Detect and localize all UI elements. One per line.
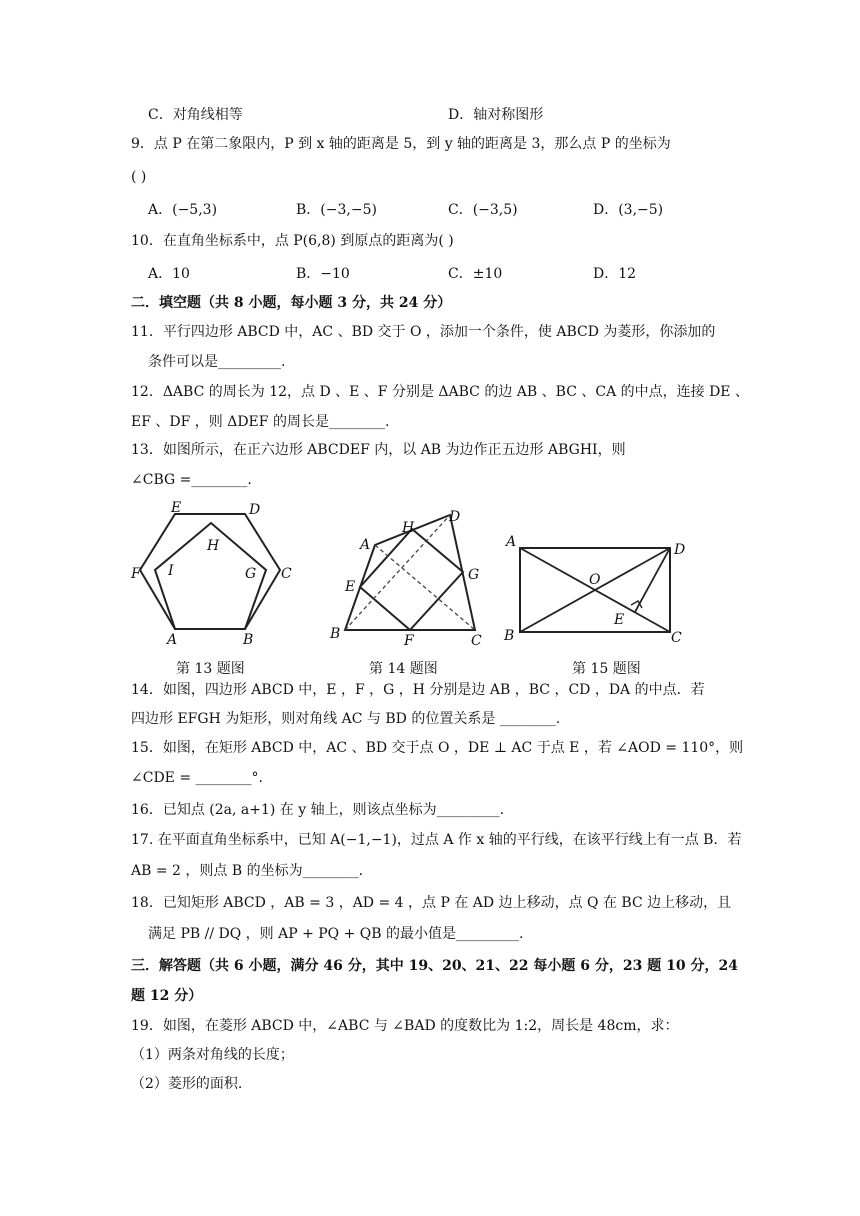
fig15-label-c: C <box>671 630 682 646</box>
fig15-label-b: B <box>504 628 515 644</box>
q12-line1: 12．ΔABC 的周长为 12，点 D 、E 、F 分别是 ΔABC 的边 AB 、BC 、CA 的中点，连接 DE 、 <box>131 384 749 400</box>
q12-line2: EF 、DF ，则 ΔDEF 的周长是________. <box>131 414 390 430</box>
fig15-label-o: O <box>589 572 601 588</box>
q19-stem: 19．如图，在菱形 ABCD 中，∠ABC 与 ∠BAD 的度数比为 1:2，周长是 48cm，求： <box>131 1018 679 1034</box>
section-heading-fill-in: 二．填空题（共 8 小题，每小题 3 分，共 24 分） <box>131 295 452 311</box>
q10-option-a: A．10 <box>148 266 190 282</box>
q11-line2: 条件可以是_________. <box>148 354 286 370</box>
fig13-label-f: F <box>131 566 141 582</box>
q19-part1: （1）两条对角线的长度； <box>131 1047 294 1063</box>
fig14-label-d: D <box>449 509 461 525</box>
section-heading-answers-line2: 题 12 分） <box>131 988 203 1004</box>
figure-15-rectangle <box>500 530 700 650</box>
caption-fig15: 第 15 题图 <box>572 661 641 677</box>
q17-line1: 17. 在平面直角坐标系中，已知 A(−1,−1)，过点 A 作 x 轴的平行线，在该平行线上有一点 B．若 <box>131 832 742 848</box>
figure-13-hexagon-pentagon <box>125 498 305 648</box>
q16: 16．已知点 (2a, a+1) 在 y 轴上，则该点坐标为_________. <box>131 802 505 818</box>
q10-option-c: C．±10 <box>448 266 503 282</box>
fig14-label-g: G <box>468 567 480 583</box>
fig15-label-d: D <box>674 542 686 558</box>
q18-line2: 满足 PB // DQ ，则 AP + PQ + QB 的最小值是_________. <box>148 926 524 942</box>
q13-line2: ∠CBG =________. <box>131 472 252 488</box>
q14-line1: 14．如图，四边形 ABCD 中，E ，F ，G ，H 分别是边 AB ，BC ，CD ，DA 的中点．若 <box>131 682 705 698</box>
q17-line2: AB = 2 ，则点 B 的坐标为________. <box>131 863 364 879</box>
q9-option-d: D．(3,−5) <box>593 202 664 218</box>
fig14-label-a: A <box>360 537 371 553</box>
fig14-label-e: E <box>345 579 356 595</box>
q9-option-c: C．(−3,5) <box>448 202 518 218</box>
fig14-label-b: B <box>330 626 341 642</box>
q10-stem: 10．在直角坐标系中，点 P(6,8) 到原点的距离为( ) <box>131 233 454 249</box>
fig13-label-a: A <box>167 632 178 648</box>
q11-line1: 11．平行四边形 ABCD 中，AC 、BD 交于 O ，添加一个条件，使 ABCD 为菱形，你添加的 <box>131 324 716 340</box>
q10-option-b: B．−10 <box>296 266 350 282</box>
fig13-label-e: E <box>171 500 182 516</box>
fig14-label-c: C <box>471 633 482 649</box>
q8-option-c: C．对角线相等 <box>148 107 243 123</box>
fig13-label-h: H <box>207 538 220 554</box>
fig14-label-h: H <box>402 520 415 536</box>
fig13-label-g: G <box>245 566 257 582</box>
q13-line1: 13．如图所示，在正六边形 ABCDEF 内，以 AB 为边作正五边形 ABGHI，则 <box>131 442 626 458</box>
q15-line1: 15．如图，在矩形 ABCD 中，AC 、BD 交于点 O ，DE ⊥ AC 于点 E ，若 ∠AOD = 110°，则 <box>131 740 744 756</box>
fig13-label-i: I <box>168 563 174 579</box>
q8-option-d: D．轴对称图形 <box>448 107 544 123</box>
fig13-label-c: C <box>281 566 292 582</box>
fig14-label-f: F <box>404 633 414 649</box>
q19-part2: （2）菱形的面积. <box>131 1076 243 1092</box>
fig13-label-b: B <box>243 632 254 648</box>
q9-answer-paren: ( ) <box>131 169 147 185</box>
q9-stem: 9．点 P 在第二象限内，P 到 x 轴的距离是 5，到 y 轴的距离是 3，那么点 P 的坐标为 <box>131 136 671 152</box>
q9-option-a: A．(−5,3) <box>148 202 218 218</box>
fig13-label-d: D <box>249 502 261 518</box>
q18-line1: 18．已知矩形 ABCD ，AB = 3 ，AD = 4 ，点 P 在 AD 边上移动，点 Q 在 BC 边上移动，且 <box>131 895 732 911</box>
figure-14-quadrilateral <box>325 505 500 650</box>
section-heading-answers-line1: 三．解答题（共 6 小题，满分 46 分，其中 19、20、21、22 每小题 6 分，23 题 10 分，24 <box>131 958 738 974</box>
caption-fig13: 第 13 题图 <box>176 661 245 677</box>
fig15-label-a: A <box>506 534 517 550</box>
q10-option-d: D．12 <box>593 266 637 282</box>
q14-line2: 四边形 EFGH 为矩形，则对角线 AC 与 BD 的位置关系是 ________. <box>131 711 561 727</box>
q15-line2: ∠CDE = ________°. <box>131 770 263 786</box>
fig15-label-e: E <box>614 612 625 628</box>
q9-option-b: B．(−3,−5) <box>296 202 377 218</box>
caption-fig14: 第 14 题图 <box>369 661 438 677</box>
